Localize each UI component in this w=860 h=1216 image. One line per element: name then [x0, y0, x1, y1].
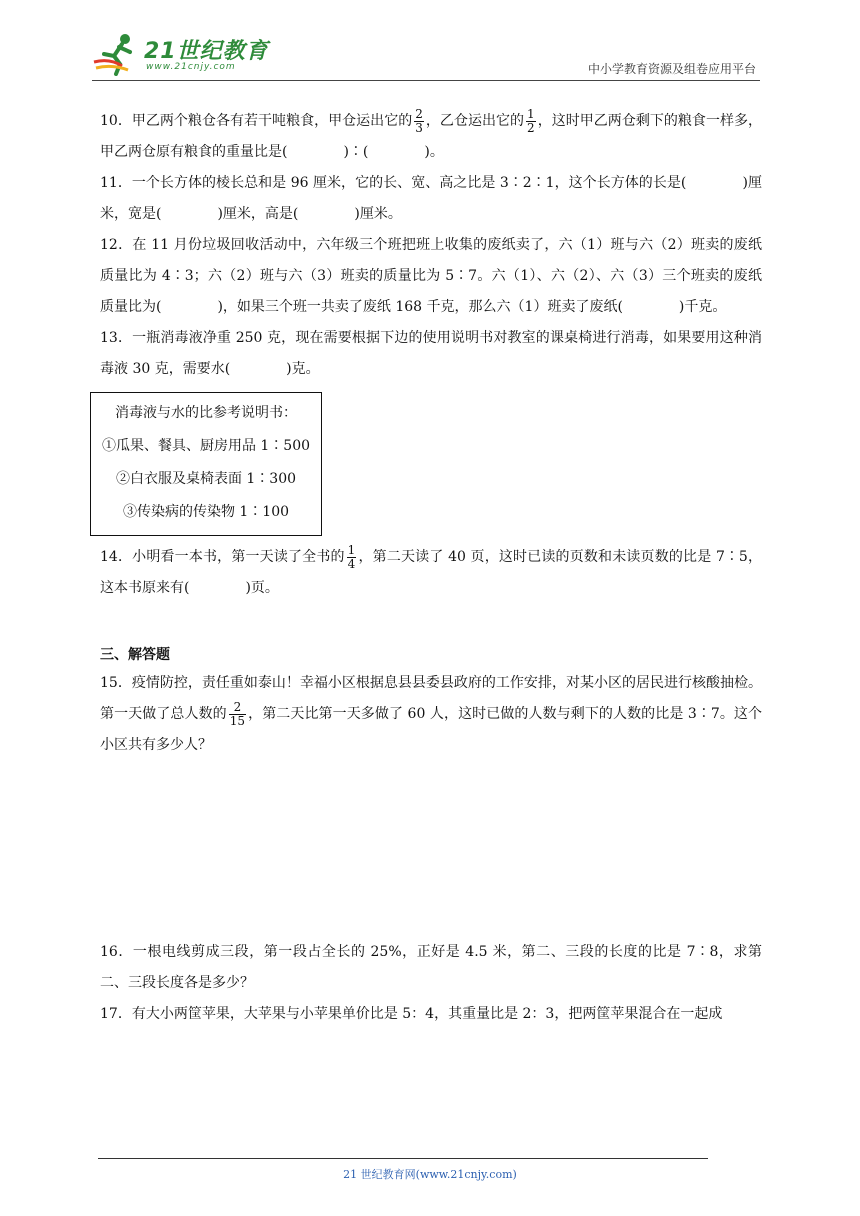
document-content: [100, 106, 762, 1030]
instruction-title: 消毒液与水的比参考说明书：: [115, 405, 297, 421]
site-logo: [92, 30, 272, 78]
fraction: $\frac{2}{3}$: [415, 106, 423, 135]
logo-main-text: 21世纪教育: [144, 39, 269, 64]
question-16: 16．一根电线剪成三段，第一段占全长的 25%，正好是 4.5 米，第二、三段的长度的比是 7∶8，求第二、三段长度各是多少？: [100, 944, 762, 991]
answer-space: [100, 761, 762, 937]
footer-divider: [98, 1158, 708, 1159]
instruction-item: ③传染病的传染物 1∶100: [122, 504, 290, 520]
question-12: 12．在 11 月份垃圾回收活动中，六年级三个班把班上收集的废纸卖了，六（1）班与六（2）班卖的废纸质量比为 4∶3；六（2）班与六（3）班卖的质量比为 5∶7。六（1）、六（2）、六（3）三个班卖的废纸质量比为( )，如果三个班一共卖了废纸 168 千克，那么六（1）班卖了废纸( )千克。: [100, 237, 762, 315]
runner-logo-icon: [92, 32, 142, 76]
section-heading: 三、解答题: [100, 647, 170, 663]
platform-title: 中小学教育资源及组卷应用平台: [587, 62, 756, 76]
question-17: 17．有大小两筐苹果，大苹果与小苹果单价比是 5：4，其重量比是 2：3，把两筐苹果混合在一起成: [100, 1006, 723, 1022]
question-11: 11．一个长方体的棱长总和是 96 厘米，它的长、宽、高之比是 3∶2∶1，这个长方体的长是( )厘米，宽是( )厘米，高是( )厘米。: [100, 175, 762, 222]
logo-url-text: www.21cnjy.com: [146, 62, 236, 72]
page-footer: 21 世纪教育网(www.21cnjy.com): [343, 1168, 517, 1181]
fraction: $\frac{1}{2}$: [527, 106, 535, 135]
page-header: [92, 30, 760, 82]
instruction-item: ②白衣服及桌椅表面 1∶300: [115, 471, 297, 487]
header-divider: [92, 80, 760, 81]
instruction-item: ①瓜果、餐具、厨房用品 1∶500: [101, 438, 311, 454]
question-15: 15．疫情防控，责任重如泰山！幸福小区根据息县县委县政府的工作安排，对某小区的居民进行核酸抽检。第一天做了总人数的 $\frac{2}{15}$ ，第二天比第一天多做了 60 人，这时已做的人数与剩下的人数的比是 3∶7。这个小区共有多少人？: [100, 675, 762, 753]
fraction: $\frac{1}{4}$: [347, 542, 356, 571]
question-10: 10．甲乙两个粮仓各有若干吨粮食，甲仓运出它的 $\frac{2}{3}$ ，乙仓运出它的 $\frac{1}{2}$ ，这时甲乙两仓剩下的粮食一样多，甲乙两仓原有粮食的重量比是( )∶( )。: [100, 106, 762, 160]
disinfectant-instruction-box: [90, 392, 322, 536]
question-14: 14．小明看一本书，第一天读了全书的 $\frac{1}{4}$ ，第二天读了 40 页，这时已读的页数和未读页数的比是 7∶5，这本书原来有( )页。: [100, 542, 762, 596]
fraction: $\frac{2}{15}$: [229, 699, 246, 728]
question-13: 13．一瓶消毒液净重 250 克，现在需要根据下边的使用说明书对教室的课桌椅进行消毒，如果要用这种消毒液 30 克，需要水( )克。: [100, 330, 762, 377]
